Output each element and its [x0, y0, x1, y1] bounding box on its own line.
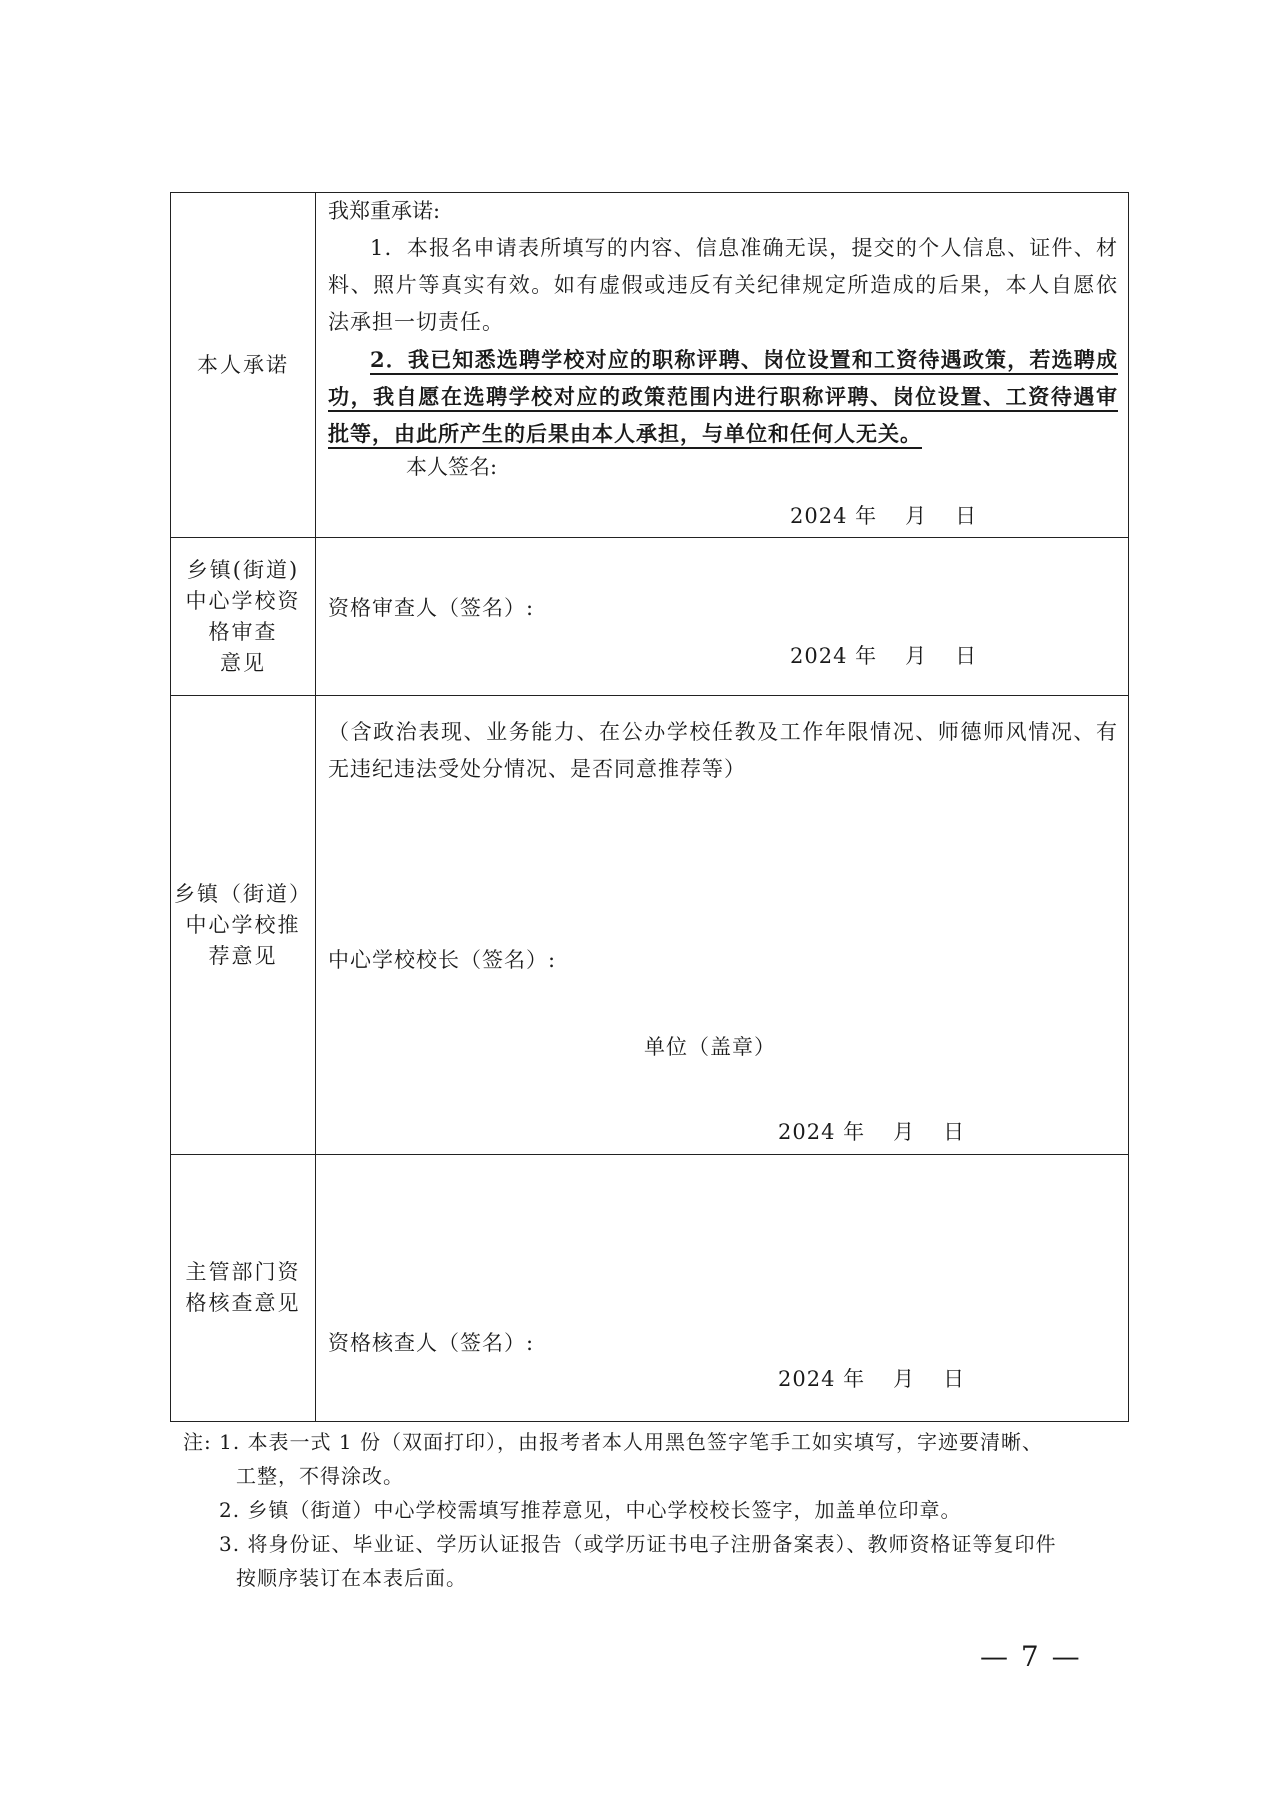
- label-line: 中心学校推: [185, 912, 301, 937]
- qualification-review-content: [316, 538, 1129, 696]
- label-line: 荐意见: [208, 943, 278, 968]
- note-number: 3.: [219, 1532, 241, 1556]
- date-month: 月: [893, 1367, 916, 1391]
- date-day: 日: [943, 1367, 966, 1391]
- date-month: 月: [905, 504, 928, 528]
- date-day: 日: [955, 504, 978, 528]
- commitment-item-2: 2．我已知悉选聘学校对应的职称评聘、岗位设置和工资待遇政策，若选聘成功，我自愿在选聘学校对应的政策范围内进行职称评聘、岗位设置、工资待遇审批等，由此所产生的后果由本人承担，与单位和任何人无关。: [328, 347, 1118, 446]
- row-personal-commitment: [171, 193, 1129, 538]
- commitment-item-1: 1．本报名申请表所填写的内容、信息准确无误，提交的个人信息、证件、材料、照片等真实有效。如有虚假或违反有关纪律规定所造成的后果，本人自愿依法承担一切责任。: [328, 236, 1118, 334]
- note-item-3-continuation: 按顺序装订在本表后面。: [236, 1566, 467, 1590]
- date-year: 2024 年: [778, 1367, 866, 1391]
- commitment-intro: 我郑重承诺:: [328, 199, 441, 223]
- note-item-1: [183, 1425, 1123, 1459]
- recommendation-content: [316, 696, 1129, 1155]
- verifier-signature-label: 资格核查人（签名）:: [328, 1331, 535, 1355]
- note-item-2: [183, 1493, 1123, 1527]
- label-line: 中心学校资: [185, 588, 301, 613]
- application-form-table: [170, 192, 1129, 1422]
- label-department-verification: [171, 1155, 316, 1422]
- note-text: 将身份证、毕业证、学历认证报告（或学历证书电子注册备案表）、教师资格证等复印件: [247, 1532, 1057, 1556]
- signature-label: 本人签名:: [406, 455, 498, 479]
- date-year: 2024 年: [790, 644, 878, 668]
- row-department-verification: [171, 1155, 1129, 1422]
- label-line: 意见: [220, 650, 266, 675]
- date-month: 月: [905, 644, 928, 668]
- date-line: [790, 498, 977, 535]
- label-recommendation: [171, 696, 316, 1155]
- date-month: 月: [893, 1120, 916, 1144]
- date-year: 2024 年: [778, 1120, 866, 1144]
- notes-prefix: 注:: [183, 1430, 212, 1454]
- label-line: 格审查: [208, 619, 278, 644]
- notes-section: [183, 1425, 1123, 1595]
- note-text: 本表一式 1 份（双面打印），由报考者本人用黑色签字笔手工如实填写，字迹要清晰、: [247, 1430, 1044, 1454]
- date-year: 2024 年: [790, 504, 878, 528]
- page-number: — 7 —: [980, 1640, 1082, 1673]
- label-qualification-review: [171, 538, 316, 696]
- principal-signature-label: 中心学校校长（签名）:: [328, 948, 557, 972]
- department-verification-content: [316, 1155, 1129, 1422]
- date-line: [778, 1361, 965, 1398]
- note-item-3: [183, 1527, 1123, 1561]
- date-day: 日: [943, 1120, 966, 1144]
- commitment-content: [316, 193, 1129, 538]
- label-line: 乡镇(街道): [186, 557, 300, 582]
- row-qualification-review: [171, 538, 1129, 696]
- date-line: [790, 638, 977, 675]
- row-recommendation: [171, 696, 1129, 1155]
- note-number: 2.: [219, 1498, 241, 1522]
- label-personal-commitment: [171, 193, 316, 538]
- label-line: 本人承诺: [197, 352, 289, 377]
- date-line: [778, 1114, 965, 1151]
- date-day: 日: [955, 644, 978, 668]
- reviewer-signature-label: 资格审查人（签名）:: [328, 596, 535, 620]
- note-number: 1.: [219, 1430, 241, 1454]
- note-text: 乡镇（街道）中心学校需填写推荐意见，中心学校校长签字，加盖单位印章。: [247, 1498, 962, 1522]
- recommendation-hint: （含政治表现、业务能力、在公办学校任教及工作年限情况、师德师风情况、有无违纪违法受处分情况、是否同意推荐等）: [328, 720, 1118, 781]
- label-line: 乡镇（街道）: [174, 881, 312, 906]
- label-line: 主管部门资: [185, 1260, 301, 1284]
- seal-label: 单位（盖章）: [644, 1035, 776, 1059]
- label-line: 格核查意见: [185, 1291, 301, 1315]
- note-item-1-continuation: 工整，不得涂改。: [236, 1464, 404, 1488]
